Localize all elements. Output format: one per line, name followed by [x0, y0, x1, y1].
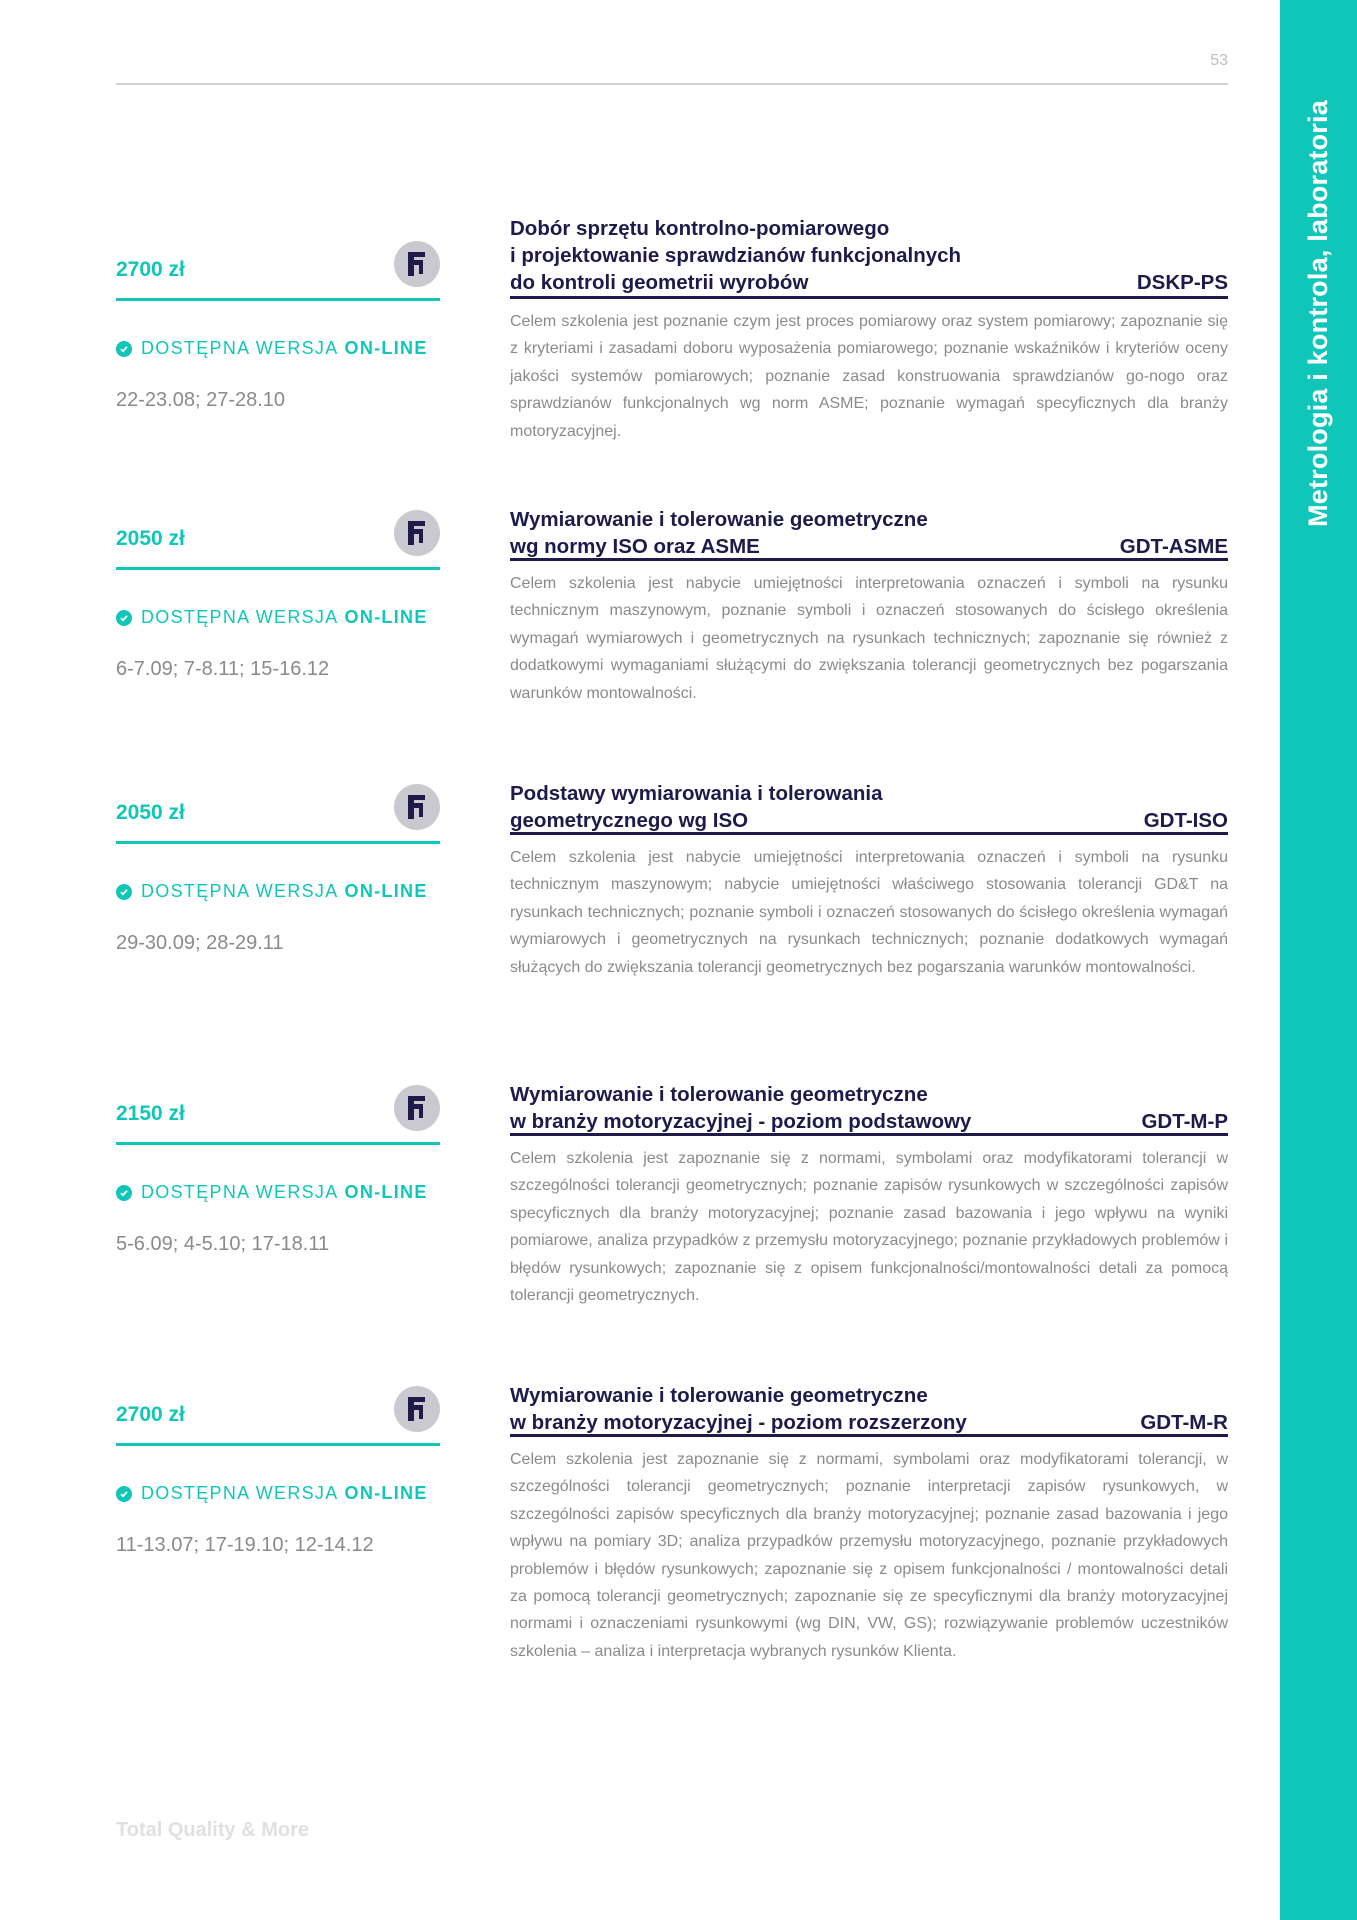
course-title [510, 215, 1070, 296]
check-circle-icon [116, 1486, 132, 1502]
course-dates: 29-30.09; 28-29.11 [116, 932, 284, 954]
course-description: Celem szkolenia jest zapoznanie się z normami, symbolami oraz modyfikatorami tolerancji, w szczególności tolerancji geometrycznych; poznanie interpretacji zapisów rysunkowych, w szczególności zapisów specyficznych dla branży motoryzacyjnej; poznanie zasad bazowania i jego wpływu na pomiary 3D; analiza przypadków przemysłu motoryzacyjnego, poznanie przykładowych problemów i błędów rysunkowych; zapoznanie się z opisem funkcjonalności / montowalności detali za pomocą tolerancji geometrycznych; zapoznanie się ze specyficznymi dla branży motoryzacyjnej normami i oznaczeniami rysunkowymi (wg DIN, VW, GS); rozwiązywanie problemów uczestników szkolenia – analiza i interpretacja wybranych rysunków Klienta. [510, 1451, 1228, 1660]
side-title-wrap [1280, 78, 1357, 548]
top-divider [116, 83, 1228, 85]
price-divider [116, 1142, 440, 1145]
course-code: GDT-ASME [1119, 535, 1228, 558]
course-dates: 11-13.07; 17-19.10; 12-14.12 [116, 1534, 374, 1556]
price-divider [116, 298, 440, 301]
course-dates: 22-23.08; 27-28.10 [116, 389, 286, 411]
course-price: 2050 zł [116, 801, 185, 824]
course-title-line: w branży motoryzacyjnej - poziom rozszerzony [510, 1411, 967, 1434]
check-circle-icon [116, 884, 132, 900]
course-title-line: w branży motoryzacyjnej - poziom podstawowy [510, 1110, 972, 1133]
course-meta [116, 241, 440, 411]
online-label-prefix: DOSTĘPNA WERSJA [141, 881, 339, 901]
course-meta [116, 510, 440, 680]
check-circle-icon [116, 1185, 132, 1201]
course-title-line: Wymiarowanie i tolerowanie geometryczne [510, 1083, 928, 1106]
course-title-line: i projektowanie sprawdzianów funkcjonalnych [510, 244, 962, 267]
course-description: Celem szkolenia jest zapoznanie się z normami, symbolami oraz modyfikatorami tolerancji w szczególności tolerancji geometrycznych; poznanie zapisów rysunkowych w szczególności zapisów specyficznych dla branży motoryzacyjnej; poznanie zasad bazowania i jego wpływu na wyniki pomiarowe, analiza przypadków z przemysłu motoryzacyjnego; poznanie przykładowych problemów i błędów rysunkowych; zapoznanie się z opisem funkcjonalności/montowalności detali za pomocą tolerancji geometrycznych. [510, 1150, 1228, 1305]
course-title [510, 780, 1070, 834]
online-label-bold: ON-LINE [344, 1182, 428, 1202]
course-title-line: Wymiarowanie i tolerowanie geometryczne [510, 508, 928, 531]
online-label-bold: ON-LINE [344, 338, 428, 358]
brand-logo-icon [394, 1085, 440, 1131]
online-label-bold: ON-LINE [344, 1483, 428, 1503]
title-divider [510, 1434, 1228, 1437]
price-divider [116, 567, 440, 570]
online-label-bold: ON-LINE [344, 881, 428, 901]
title-divider [510, 832, 1228, 835]
course-title-line: Podstawy wymiarowania i tolerowania [510, 782, 883, 805]
price-divider [116, 1443, 440, 1446]
course-code: GDT-ISO [1143, 809, 1228, 832]
course-title-line: Wymiarowanie i tolerowanie geometryczne [510, 1384, 928, 1407]
title-divider [510, 558, 1228, 561]
brand-logo-icon [394, 510, 440, 556]
online-badge [116, 1483, 428, 1504]
course-description: Celem szkolenia jest poznanie czym jest proces pomiarowy oraz system pomiarowy; zapoznanie się z kryteriami i zasadami doboru wyposażenia pomiarowego; poznanie wskaźników i kryteriów oceny jakości systemów pomiarowych; poznanie zasad konstruowania sprawdzianów go-nogo oraz sprawdzianów funkcjonalnych wg norm ASME; poznanie wymagań specyficznych dla branży motoryzacyjnej. [510, 313, 1228, 440]
course-title [510, 506, 1070, 560]
course-title-line: Dobór sprzętu kontrolno-pomiarowego [510, 217, 890, 240]
brand-logo-icon [394, 241, 440, 287]
course-title [510, 1382, 1090, 1436]
course-meta [116, 1085, 440, 1255]
course-title-line: do kontroli geometrii wyrobów [510, 271, 809, 294]
page-number: 53 [1210, 52, 1228, 69]
course-price: 2700 zł [116, 1403, 185, 1426]
course-dates: 6-7.09; 7-8.11; 15-16.12 [116, 658, 330, 680]
course-content [510, 498, 1228, 702]
course-description: Celem szkolenia jest nabycie umiejętności interpretowania oznaczeń i symboli na rysunku technicznym maszynowym, poznanie symboli i oznaczeń stosowanych do ścisłego określenia wymagań wymiarowych i geometrycznych na rysunkach technicznych; zapoznanie się również z dodatkowymi wymaganiami służącymi do zwiększania tolerancji geometrycznych bez pogarszania warunków montowalności. [510, 575, 1228, 702]
course-content [510, 208, 1228, 440]
course-title [510, 1081, 1090, 1135]
course-code: GDT-M-P [1141, 1110, 1228, 1133]
title-divider [510, 296, 1228, 299]
course-content [510, 1073, 1228, 1305]
brand-logo-icon [394, 1386, 440, 1432]
online-label-prefix: DOSTĘPNA WERSJA [141, 1483, 339, 1503]
course-dates: 5-6.09; 4-5.10; 17-18.11 [116, 1233, 330, 1255]
course-price: 2700 zł [116, 258, 185, 281]
online-badge [116, 338, 428, 359]
course-content [510, 772, 1228, 976]
online-label-prefix: DOSTĘPNA WERSJA [141, 1182, 339, 1202]
course-title-line: wg normy ISO oraz ASME [510, 535, 760, 558]
check-circle-icon [116, 610, 132, 626]
course-price: 2050 zł [116, 527, 185, 550]
check-circle-icon [116, 341, 132, 357]
price-divider [116, 841, 440, 844]
course-description: Celem szkolenia jest nabycie umiejętności interpretowania oznaczeń i symboli na rysunku technicznym maszynowym; nabycie umiejętności właściwego stosowania tolerancji GD&T na rysunkach technicznych; poznanie symboli i oznaczeń stosowanych do ścisłego określenia wymagań wymiarowych i geometrycznych na rysunkach technicznych; poznanie dodatkowych wymagań służących do zwiększania tolerancji geometrycznych bez pogarszania warunków montowalności. [510, 849, 1228, 976]
footer-brand: Total Quality & More [116, 1819, 309, 1841]
side-title: Metrologia i kontrola, laboratoria [1303, 99, 1334, 527]
course-code: GDT-M-R [1140, 1411, 1228, 1434]
online-badge [116, 607, 428, 628]
online-label-prefix: DOSTĘPNA WERSJA [141, 338, 339, 358]
course-price: 2150 zł [116, 1102, 185, 1125]
title-divider [510, 1133, 1228, 1136]
course-code: DSKP-PS [1136, 271, 1228, 294]
brand-logo-icon [394, 784, 440, 830]
online-label-prefix: DOSTĘPNA WERSJA [141, 607, 339, 627]
course-content [510, 1374, 1228, 1660]
course-meta [116, 1386, 440, 1556]
course-meta [116, 784, 440, 954]
online-badge [116, 1182, 428, 1203]
course-title-line: geometrycznego wg ISO [510, 809, 749, 832]
online-badge [116, 881, 428, 902]
online-label-bold: ON-LINE [344, 607, 428, 627]
